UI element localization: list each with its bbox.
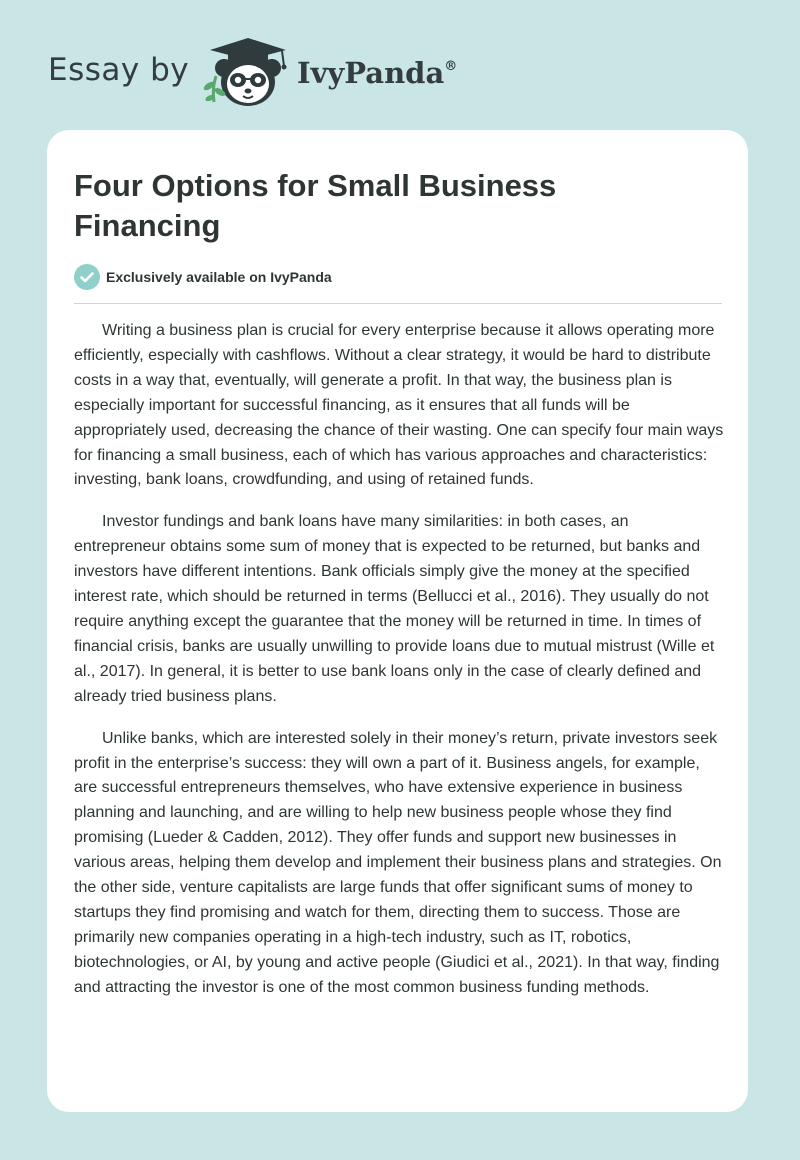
essay-body bbox=[74, 319, 724, 1018]
brand-prefix: Essay by bbox=[48, 52, 190, 88]
essay-paragraph: Writing a business plan is crucial for every enterprise because it allows operating more efficiently, especially with cashflows. Without a clear strategy, it would be hard to distribute costs in a way that, eventually, will generate a profit. In that way, the business plan is especially important for successful financing, as it ensures that all funds will be appropriately used, decreasing the chance of their wasting. One can specify four main ways for financing a small business, each of which has various approaches and characteristics: investing, bank loans, crowdfunding, and using of retained funds. bbox=[74, 322, 724, 489]
panda-graduation-cap-logo-icon[interactable] bbox=[200, 36, 292, 108]
divider bbox=[74, 303, 722, 304]
site-header bbox=[0, 0, 800, 130]
essay-paragraph: Investor fundings and bank loans have many similarities: in both cases, an entrepreneur obtains some sum of money that is expected to be returned, but banks and investors have different intentions. Bank officials simply give the money at the specified interest rate, which should be returned in terms (Bellucci et al., 2016). They usually do not require anything except the guarantee that the money will be returned in time. In times of financial crisis, banks are usually unwilling to provide loans due to mutual mistrust (Wille et al., 2017). In general, it is better to use bank loans only in the case of clearly defined and already tried business plans. bbox=[74, 513, 715, 705]
essay-card bbox=[47, 130, 748, 1112]
page-title: Four Options for Small Business Financing bbox=[74, 168, 557, 243]
exclusive-badge-text: Exclusively available on IvyPanda bbox=[106, 269, 332, 285]
exclusive-badge bbox=[74, 264, 332, 290]
brand-name-text: IvyPanda bbox=[297, 56, 445, 90]
registered-mark: ® bbox=[444, 59, 458, 74]
brand-name[interactable] bbox=[297, 54, 457, 92]
essay-paragraph: Unlike banks, which are interested solely in their money’s return, private investors seek profit in the enterprise’s success: they will own a part of it. Business angels, for example, are successful entrepreneurs themselves, who have extensive experience in business planning and launching, and are willing to help new business people whose they find promising (Lueder & Cadden, 2012). They offer funds and support new businesses in various areas, helping them develop and implement their business plans and strategies. On the other side, venture capitalists are large funds that offer significant sums of money to startups they find promising and watch for them, directing them to success. Those are primarily new companies operating in a high-tech industry, such as IT, robotics, biotechnologies, or AI, by young and active people (Giudici et al., 2021). In that way, finding and attracting the investor is one of the most common business funding methods. bbox=[74, 729, 722, 996]
check-circle-icon bbox=[74, 264, 100, 290]
